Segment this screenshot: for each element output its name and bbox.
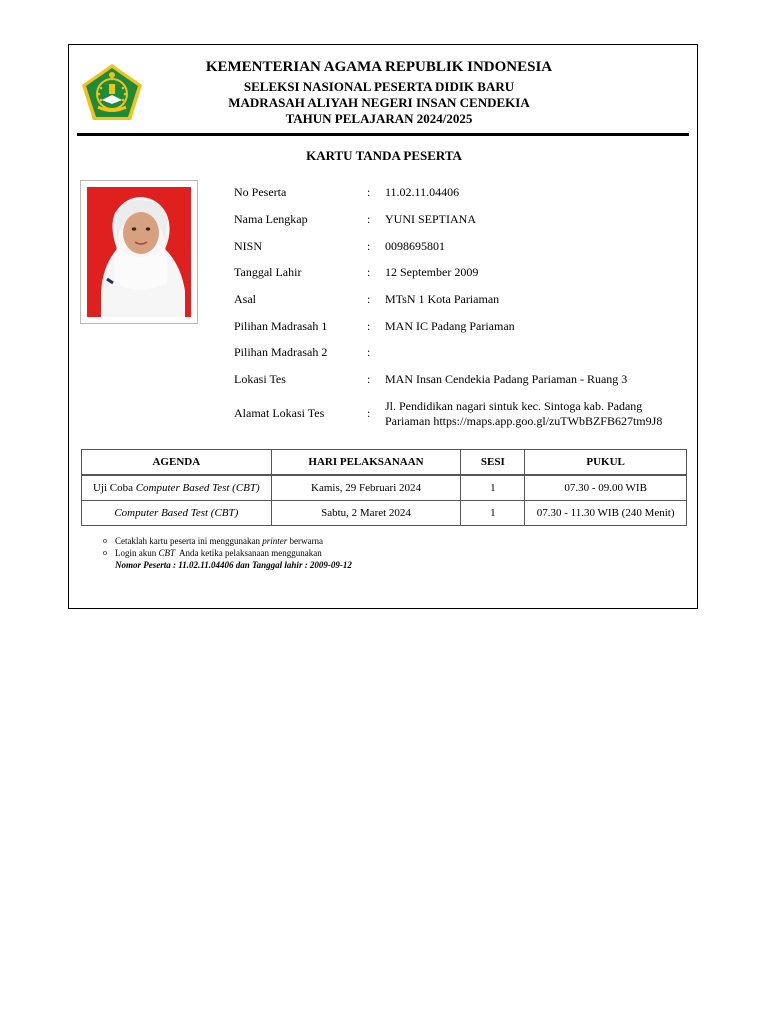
agenda-cell-sesi: 1 [461, 475, 525, 501]
info-value: MAN Insan Cendekia Padang Pariaman - Ruang 3 [385, 372, 628, 386]
info-label: Lokasi Tes [234, 372, 286, 386]
agenda-header-row [82, 450, 687, 476]
bullet-icon: o [103, 548, 107, 557]
info-value: 12 September 2009 [385, 265, 479, 279]
agenda-cell-hari: Sabtu, 2 Maret 2024 [271, 501, 461, 526]
kemenag-logo-icon [80, 62, 144, 122]
info-label: Tanggal Lahir [234, 265, 302, 279]
agenda-cell-pukul: 07.30 - 11.30 WIB (240 Menit) [525, 501, 687, 526]
info-value: MAN IC Padang Pariaman [385, 319, 515, 333]
agenda-header-sesi: SESI [461, 450, 525, 476]
agenda-header-pukul: PUKUL [525, 450, 687, 476]
agenda-table [81, 449, 687, 526]
participant-photo [87, 187, 191, 317]
agenda-header-agenda: AGENDA [82, 450, 272, 476]
header-school: MADRASAH ALIYAH NEGERI INSAN CENDEKIA [228, 95, 530, 110]
participant-card [68, 44, 698, 609]
info-colon: : [367, 212, 371, 226]
notes-list [103, 535, 352, 571]
info-colon: : [367, 265, 371, 279]
info-colon: : [367, 372, 371, 386]
header-selection: SELEKSI NASIONAL PESERTA DIDIK BARU [243, 79, 515, 94]
info-value: YUNI SEPTIANA [385, 212, 476, 226]
table-row [82, 475, 687, 501]
agenda-italic: Computer Based Test (CBT) [114, 507, 239, 519]
agenda-cell-hari: Kamis, 29 Februari 2024 [271, 475, 461, 501]
info-label: Pilihan Madrasah 2 [234, 345, 328, 359]
agenda-cell-agenda [82, 501, 272, 526]
note-print [103, 535, 352, 547]
info-label: Asal [234, 292, 256, 306]
note-text: Login akun [115, 548, 159, 558]
info-value: 11.02.11.04406 [385, 185, 460, 199]
note-italic: CBT [158, 548, 176, 558]
info-value: 0098695801 [385, 239, 445, 253]
info-colon: : [367, 406, 371, 420]
agenda-italic: Computer Based Test (CBT) [135, 482, 260, 494]
header-divider [77, 133, 689, 136]
header-ministry: KEMENTERIAN AGAMA REPUBLIK INDONESIA [205, 59, 553, 75]
agenda-cell-agenda [82, 475, 272, 501]
info-label: No Peserta [234, 185, 287, 199]
agenda-cell-pukul: 07.30 - 09.00 WIB [525, 475, 687, 501]
agenda-prefix: Uji Coba [92, 482, 136, 494]
info-label: Alamat Lokasi Tes [234, 406, 325, 420]
info-label: Pilihan Madrasah 1 [234, 319, 328, 333]
info-colon: : [367, 239, 371, 253]
info-label: NISN [234, 239, 263, 253]
note-credentials: Nomor Peserta : 11.02.11.04406 dan Tanggal lahir : 2009-09-12 [115, 560, 352, 570]
info-value: Jl. Pendidikan nagari sintuk kec. Sintoga kab. Padang Pariaman https://maps.app.goo.gl/zuTWbBZFB627tm9J8 [385, 399, 663, 428]
header-year: TAHUN PELAJARAN 2024/2025 [285, 111, 473, 126]
note-login [103, 547, 352, 559]
note-text: Anda ketika pelaksanaan menggunakan [175, 548, 322, 558]
info-value: MTsN 1 Kota Pariaman [385, 292, 500, 306]
agenda-cell-sesi: 1 [461, 501, 525, 526]
note-italic: printer [262, 536, 288, 546]
note-text: Cetaklah kartu peserta ini menggunakan [115, 536, 263, 546]
info-colon: : [367, 345, 371, 359]
info-label: Nama Lengkap [234, 212, 308, 226]
table-row [82, 501, 687, 526]
note-text: berwarna [287, 536, 323, 546]
info-colon: : [367, 292, 371, 306]
participant-photo-frame [80, 180, 198, 324]
agenda-header-hari: HARI PELAKSANAAN [271, 450, 461, 476]
card-title: KARTU TANDA PESERTA [306, 148, 462, 163]
info-colon: : [367, 185, 371, 199]
info-colon: : [367, 319, 371, 333]
bullet-icon: o [103, 536, 107, 545]
